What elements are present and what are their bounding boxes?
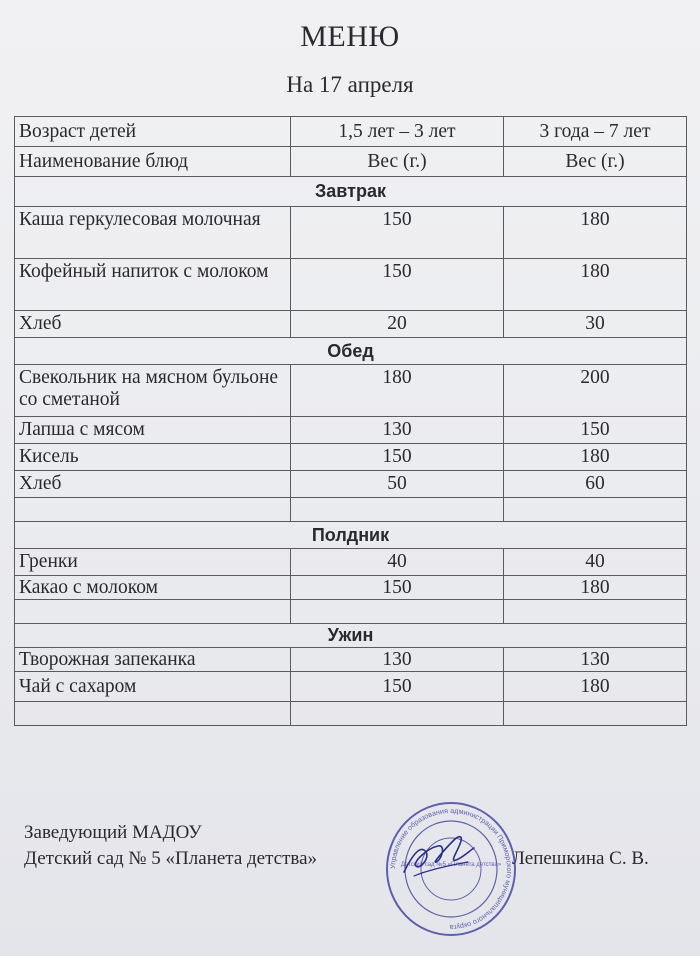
empty-cell [504, 600, 687, 624]
dish-name: Творожная запеканка [15, 648, 291, 672]
weight-value: 180 [504, 576, 687, 600]
table-row [15, 672, 687, 702]
dish-name: Кисель [15, 444, 291, 471]
empty-cell [15, 702, 291, 726]
dish-name: Какао с молоком [15, 576, 291, 600]
table-row [15, 444, 687, 471]
signer-organization: Детский сад № 5 «Планета детства» [24, 848, 318, 869]
table-row [15, 549, 687, 576]
section-title-snack: Полдник [15, 522, 687, 549]
weight-value: 20 [291, 311, 504, 338]
header-weight-1: Вес (г.) [291, 147, 504, 177]
table-row [15, 259, 687, 311]
weight-value: 180 [504, 672, 687, 702]
signer-position: Заведующий МАДОУ [24, 822, 202, 843]
signer-name: Лепешкина С. В. [512, 848, 649, 869]
table-row [15, 417, 687, 444]
header-age-label: Возраст детей [15, 117, 291, 147]
weight-value: 150 [291, 259, 504, 311]
empty-row [15, 702, 687, 726]
table-header-row [15, 117, 687, 147]
weight-value: 40 [291, 549, 504, 576]
section-row [15, 338, 687, 365]
stamp-outer-text: Управление образования администрации Приморского муниципального округа [387, 805, 515, 933]
empty-cell [504, 498, 687, 522]
section-row [15, 522, 687, 549]
empty-row [15, 498, 687, 522]
weight-value: 130 [504, 648, 687, 672]
weight-value: 180 [291, 365, 504, 417]
table-row [15, 207, 687, 259]
weight-value: 40 [504, 549, 687, 576]
table-subheader-row [15, 147, 687, 177]
dish-name: Кофейный напиток с молоком [15, 259, 291, 311]
empty-row [15, 600, 687, 624]
empty-cell [291, 600, 504, 624]
weight-value: 150 [291, 207, 504, 259]
table-row [15, 576, 687, 600]
section-title-dinner: Ужин [15, 624, 687, 648]
dish-name: Хлеб [15, 471, 291, 498]
dish-name: Гренки [15, 549, 291, 576]
header-weight-2: Вес (г.) [504, 147, 687, 177]
table-row [15, 648, 687, 672]
dish-name: Свекольник на мясном бульоне со сметаной [15, 365, 291, 417]
empty-cell [291, 702, 504, 726]
weight-value: 60 [504, 471, 687, 498]
table-row [15, 365, 687, 417]
empty-cell [15, 498, 291, 522]
weight-value: 130 [291, 648, 504, 672]
weight-value: 150 [504, 417, 687, 444]
section-title-breakfast: Завтрак [15, 177, 687, 207]
weight-value: 150 [291, 576, 504, 600]
empty-cell [291, 498, 504, 522]
menu-table [14, 116, 687, 726]
weight-value: 180 [504, 259, 687, 311]
weight-value: 150 [291, 444, 504, 471]
page-title: МЕНЮ [300, 20, 400, 53]
dish-name: Хлеб [15, 311, 291, 338]
weight-value: 180 [504, 207, 687, 259]
weight-value: 130 [291, 417, 504, 444]
section-title-lunch: Обед [15, 338, 687, 365]
weight-value: 150 [291, 672, 504, 702]
header-dish-label: Наименование блюд [15, 147, 291, 177]
empty-cell [504, 702, 687, 726]
weight-value: 50 [291, 471, 504, 498]
section-row [15, 624, 687, 648]
dish-name: Лапша с мясом [15, 417, 291, 444]
dish-name: Чай с сахаром [15, 672, 291, 702]
handwritten-signature [398, 826, 478, 886]
menu-date: На 17 апреля [286, 72, 414, 97]
empty-cell [15, 600, 291, 624]
table-row [15, 311, 687, 338]
section-row [15, 177, 687, 207]
header-age-group-2: 3 года – 7 лет [504, 117, 687, 147]
table-row [15, 471, 687, 498]
weight-value: 180 [504, 444, 687, 471]
stamp-center-text: Детский сад №5 «Планета детства» [400, 862, 502, 868]
dish-name: Каша геркулесовая молочная [15, 207, 291, 259]
weight-value: 30 [504, 311, 687, 338]
weight-value: 200 [504, 365, 687, 417]
header-age-group-1: 1,5 лет – 3 лет [291, 117, 504, 147]
